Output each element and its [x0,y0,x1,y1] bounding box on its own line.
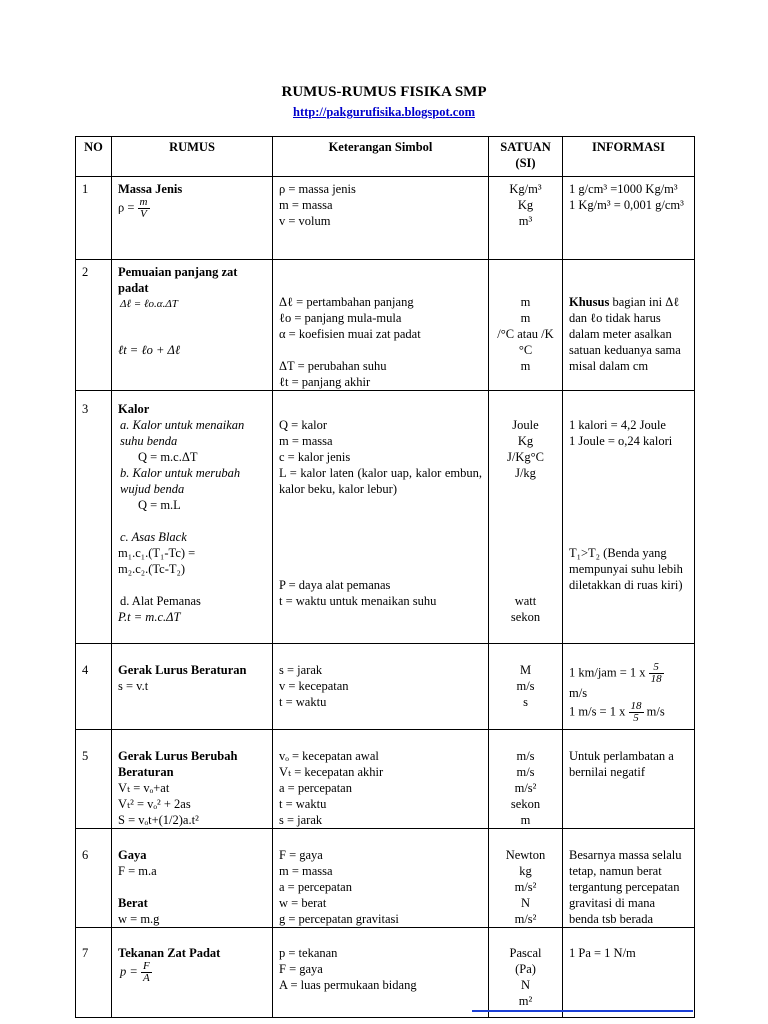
formula: Δℓ = ℓo.α.ΔT [120,298,178,310]
table-row [76,177,695,260]
formula-title: Tekanan Zat Padat [118,946,221,960]
row-number: 7 [76,928,112,1018]
table-header-row [76,137,695,177]
satuan-cell: Joule Kg J/Kg°C J/kg watt sekon [489,391,563,644]
table-row [76,644,695,730]
formula: m₂.c₂.(Tc-T₂) [118,562,186,576]
satuan-cell: m m /°C atau /K °C m [489,260,563,391]
formula: P.t = m.c.ΔT [118,610,181,624]
blog-link[interactable]: http://pakgurufisika.blogspot.com [293,105,475,119]
formula: Vₜ = vₒ+at [118,781,170,795]
fraction: $\frac{F}{A}$ [142,960,150,984]
keterangan-cell: F = gaya m = massa a = percepatan w = berat g = percepatan gravitasi [273,829,489,928]
informasi-cell: 1 g/cm³ =1000 Kg/m³ 1 Kg/m³ = 0,001 g/cm³ [563,177,695,260]
formula: Q = m.L [138,498,181,512]
satuan-cell: m/s m/s m/s² sekon m [489,730,563,829]
rumus-cell [112,260,273,391]
rumus-cell [112,730,273,829]
row-number: 1 [76,177,112,260]
formula-title: Gaya [118,848,147,862]
informasi-cell: Untuk perlambatan a bernilai negatif [563,730,695,829]
informasi-cell: 1 kalori = 4,2 Joule 1 Joule = o,24 kalori T₁>T₂ (Benda yang mempunyai suhu lebih diletakkan di ruas kiri) [563,391,695,644]
formula: F = m.a [118,864,157,878]
formula: p = $\frac{F}{A}$ [120,960,150,984]
formula: m₁.c₁.(T₁-Tc) = [118,546,196,560]
satuan-cell: Kg/m³ Kg m³ [489,177,563,260]
satuan-cell: Newton kg m/s² N m/s² [489,829,563,928]
formula-title: Kalor [118,402,150,416]
rumus-cell [112,644,273,730]
row-number: 2 [76,260,112,391]
formula: ρ = $\frac{m}{V}$ [118,196,148,220]
keterangan-cell: Δℓ = pertambahan panjang ℓo = panjang mula-mula α = koefisien muai zat padat ΔT = perubahan suhu ℓt = panjang akhir [273,260,489,391]
conversion: 1 km/jam = 1 x $\frac{5}{18}$ [569,661,662,685]
formula: ℓt = ℓo + Δℓ [118,343,181,357]
keterangan-cell: ρ = massa jenis m = massa v = volum [273,177,489,260]
formula-title: Gerak Lurus Berubah Beraturan [118,749,238,779]
conversion: 1 m/s = 1 x $\frac{18}{5}$ m/s [569,700,665,724]
formula: Vₜ² = vₒ² + 2as [118,797,191,811]
row-number: 5 [76,730,112,829]
header-rumus: RUMUS [112,137,273,177]
row-number: 4 [76,644,112,730]
fraction: $\frac{m}{V}$ [139,196,148,220]
keterangan-cell: p = tekanan F = gaya A = luas permukaan bidang [273,928,489,1018]
row-number: 3 [76,391,112,644]
formula-table [75,136,695,1018]
rumus-cell [112,177,273,260]
table-row [76,730,695,829]
formula: S = vₒt+(1/2)a.t² [118,813,199,827]
satuan-cell: M m/s s [489,644,563,730]
table-row [76,829,695,928]
row-number: 6 [76,829,112,928]
fraction: $\frac{18}{5}$ [630,700,642,724]
formula-title: Pemuaian panjang zat padat [118,265,238,295]
informasi-cell: 1 Pa = 1 N/m [563,928,695,1018]
formula: Q = m.c.ΔT [138,450,198,464]
fraction: $\frac{5}{18}$ [650,661,662,685]
informasi-cell: 1 km/jam = 1 x $\frac{5}{18}$ m/s 1 m/s = 1 x $\frac{18}{5}$ m/s [563,644,695,730]
informasi-cell: Besarnya massa selalu tetap, namun berat tergantung percepatan gravitasi di mana benda tsb berada [563,829,695,928]
header-keterangan: Keterangan Simbol [273,137,489,177]
keterangan-cell: s = jarak v = kecepatan t = waktu [273,644,489,730]
keterangan-cell: Q = kalor m = massa c = kalor jenis L = kalor laten (kalor uap, kalor embun, kalor beku, kalor lebur) P = daya alat pemanas t = waktu untuk menaikan suhu [273,391,489,644]
formula: s = v.t [118,679,149,693]
rumus-cell [112,928,273,1018]
rumus-cell [112,829,273,928]
formula-title: Gerak Lurus Beraturan [118,663,247,677]
page-divider [472,1010,693,1012]
rumus-cell: Kalor a. Kalor untuk menaikan suhu benda Q = m.c.ΔT b. Kalor untuk merubah wujud benda Q = m.L c. Asas Black m₁.c₁.(T₁-Tc) = m₂.c₂.(Tc-T₂) d. Alat Pemanas P.t = m.c.ΔT [112,391,273,644]
document-title: RUMUS-RUMUS FISIKA SMP [281,84,487,100]
informasi-cell: Khusus bagian ini Δℓ dan ℓo tidak harus dalam meter asalkan satuan keduanya sama misal dalam cm [563,260,695,391]
header-no: NO [76,137,112,177]
formula-title: Berat [118,896,148,910]
table-row [76,928,695,1018]
satuan-cell: Pascal (Pa) N m² [489,928,563,1018]
table-row [76,391,695,644]
header-satuan: SATUAN (SI) [489,137,563,177]
header-informasi: INFORMASI [563,137,695,177]
keterangan-cell: vₒ = kecepatan awal Vₜ = kecepatan akhir a = percepatan t = waktu s = jarak [273,730,489,829]
formula-title: Massa Jenis [118,182,183,196]
formula: w = m.g [118,912,160,926]
table-row [76,260,695,391]
